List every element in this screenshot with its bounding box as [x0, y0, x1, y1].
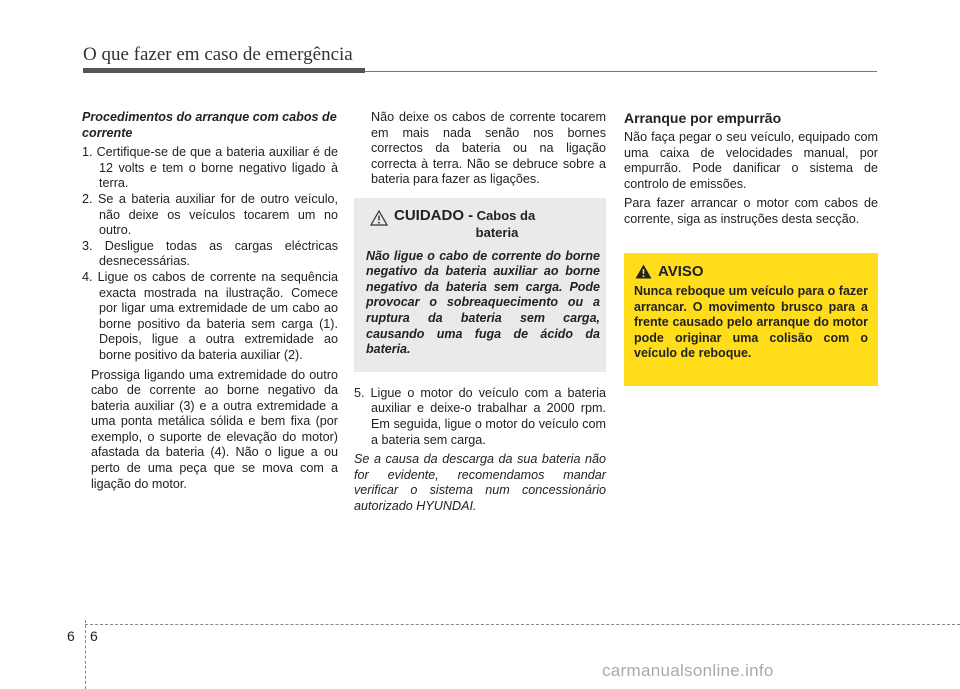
list-item: 1. Certifique-se de que a bateria auxiliar é de 12 volts e tem o borne negativo ligado à terra.: [82, 145, 338, 191]
warning-box: [624, 253, 878, 386]
list-item: 5. Ligue o motor do veículo com a bateria auxiliar e deixe-o trabalhar a 2000 rpm. Em seguida, ligue o motor do veículo com a bateria sem carga.: [354, 385, 606, 447]
italic-note: Se a causa da descarga da sua bateria não for evidente, recomendamos mandar verificar o sistema num concessionário autorizado HYUNDAI.: [354, 452, 606, 513]
caution-header: [366, 208, 600, 241]
warning-text: Nunca reboque um veículo para o fazer arrancar. O movimento brusco para a frente causado pelo arranque do motor pode originar uma colisão com o veículo de reboque.: [634, 284, 868, 361]
caution-box: [354, 198, 606, 372]
footer-horizontal-rule: [85, 624, 960, 625]
caution-subtitle-line2: bateria: [475, 224, 519, 240]
steps-list: [82, 145, 338, 363]
warning-triangle-filled-icon: [635, 264, 652, 279]
intro-paragraph: Não deixe os cabos de corrente tocarem em mais nada senão nos bornes correctos da bateria ou na ligação correcta à terra. Não se debruce sobre a bateria para fazer as ligações.: [371, 110, 606, 187]
list-item: 2. Se a bateria auxiliar for de outro veículo, não deixe os veículos tocarem um no outro.: [82, 191, 338, 238]
page-chapter-number: 6: [67, 628, 75, 644]
column-left: [82, 110, 338, 492]
warning-header: [634, 263, 868, 280]
steps-list-continued: [354, 386, 606, 448]
column-right: [624, 110, 878, 228]
list-item: 3. Desligue todas as cargas eléctricas desnecessárias.: [82, 238, 338, 269]
page-header-title: O que fazer em caso de emergência: [83, 44, 353, 65]
step-continuation: Prossiga ligando uma extremidade do outro cabo de corrente ao borne negativo da bateria auxiliar (3) e a outra extremidade a uma ponta metálica sólida e bem fixa (por exemplo, o suporte de elevação do motor) afastada da bateria (4). Não o ligue a ou perto de uma peça que se mova com a ligação do motor.: [91, 367, 338, 491]
list-item: 4. Ligue os cabos de corrente na sequência exacta mostrada na ilustração. Comece por ligar uma extremidade de um cabo ao borne positivo da bateria sem carga (1). Depois, ligue a outra extremidade ao borne positivo da bateria auxiliar (2).: [82, 269, 338, 362]
section-subheading: Procedimentos do arranque com cabos de corrente: [82, 110, 337, 140]
watermark: carmanualsonline.info: [602, 661, 774, 680]
caution-subtitle: Cabos da: [476, 207, 536, 223]
header-bar: [83, 68, 365, 73]
header-rule: [365, 71, 877, 72]
footer-vertical-rule: [85, 620, 86, 689]
warning-triangle-outline-icon: [370, 210, 388, 226]
caution-title: CUIDADO -: [394, 206, 474, 224]
warning-title: AVISO: [658, 263, 704, 280]
paragraph: Para fazer arrancar o motor com cabos de corrente, siga as instruções desta secção.: [624, 196, 878, 226]
caution-text: Não ligue o cabo de corrente do borne negativo da bateria auxiliar ao borne negativo da bateria sem carga. Pode provocar o sobreaquecimento ou a ruptura da bateria sem carga, causando uma fuga de ácido da bateria.: [366, 248, 600, 357]
column-middle: [354, 110, 606, 514]
paragraph: Não faça pegar o seu veículo, equipado com uma caixa de velocidades manual, por empurrão. Pode danificar o sistema de controlo de emissões.: [624, 130, 878, 191]
section-heading: Arranque por empurrão: [624, 110, 782, 126]
page-number: 6: [90, 628, 98, 644]
